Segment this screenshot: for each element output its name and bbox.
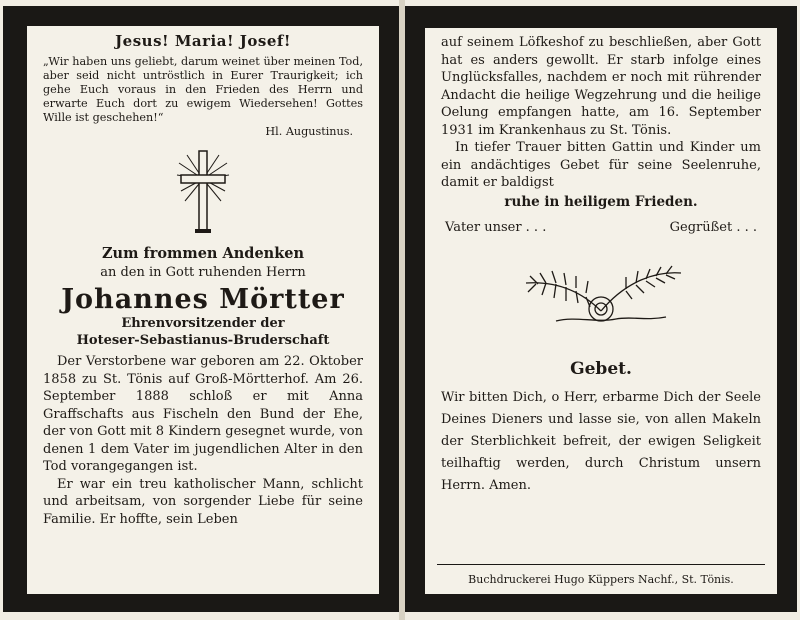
palm-wreath-icon <box>516 261 686 331</box>
augustine-quote: „Wir haben uns geliebt, darum weinet über meinen Tod, aber seid nicht untröstlich in Eurer Traurigkeit; ich gehe Euch voraus in den Frieden des Herrn und erwarte Euch dort zu ewigem Wiedersehen! Gottes Wille ist geschehen!“ <box>43 55 363 124</box>
biography <box>43 353 363 528</box>
biography-paragraph-1: Der Verstorbene war geboren am 22. Oktober 1858 zu St. Tönis auf Groß-Mörtterhof. Am 26. September 1888 schloß er mit Anna Graffschafts aus Fischeln den Bund der Ehe, der von Gott mit 8 Kindern gesegnet wurde, von denen 1 dem Vater im jugendlichen Alter in den Tod vorangegangen ist. <box>43 354 363 474</box>
radiant-cross-icon <box>173 149 233 235</box>
biography-paragraph-2: Er war ein treu katholischer Mann, schlicht und arbeitsam, von sorgender Liebe für seine Familie. Er hoffte, sein Leben <box>43 476 363 527</box>
prayer-title: Gebet. <box>570 358 632 379</box>
printer-imprint: Buchdruckerei Hugo Küppers Nachf., St. Tönis. <box>437 564 765 586</box>
right-page-border <box>405 6 797 612</box>
left-page-border <box>3 6 399 612</box>
memorial-line-1: Zum frommen Andenken <box>101 245 305 262</box>
left-page <box>25 24 381 596</box>
invocation-heading: Jesus! Maria! Josef! <box>115 32 291 50</box>
our-father-label: Vater unser . . . <box>445 219 547 235</box>
hail-mary-label: Gegrüßet . . . <box>669 219 757 235</box>
deceased-name: Johannes Mörtter <box>61 284 345 315</box>
prayer-request: In tiefer Trauer bitten Gattin und Kinder um ein andächtiges Gebet für seine Seelenruhe, damit er baldigst <box>441 140 761 190</box>
rest-in-peace-line: ruhe in heiligem Frieden. <box>504 193 698 210</box>
memorial-line-2: an den in Gott ruhenden Herrn <box>100 265 306 280</box>
honor-title-line-1: Ehrenvorsitzender der <box>121 316 285 331</box>
biography-continued <box>441 34 761 192</box>
quote-attribution: Hl. Augustinus. <box>265 125 353 138</box>
biography-paragraph-3: auf seinem Löfkeshof zu beschließen, aber Gott hat es anders gewollt. Er starb infolge eines Unglücksfalles, nachdem er noch mit rührender Andacht die heilige Wegzehrung und die heilige Oelung empfangen hatte, am 16. September 1931 im Krankenhaus zu St. Tönis. <box>441 35 761 138</box>
prayer-text: Wir bitten Dich, o Herr, erbarme Dich der Seele Deines Dieners und lasse sie, von allen Makeln der Sterblichkeit befreit, der ewigen Seligkeit teilhaftig werden, durch Christum unsern Herrn. Amen. <box>441 389 761 493</box>
prayer-line <box>441 220 761 235</box>
honor-title-line-2: Hoteser-Sebastianus-Bruderschaft <box>76 333 330 348</box>
right-page <box>423 26 779 596</box>
